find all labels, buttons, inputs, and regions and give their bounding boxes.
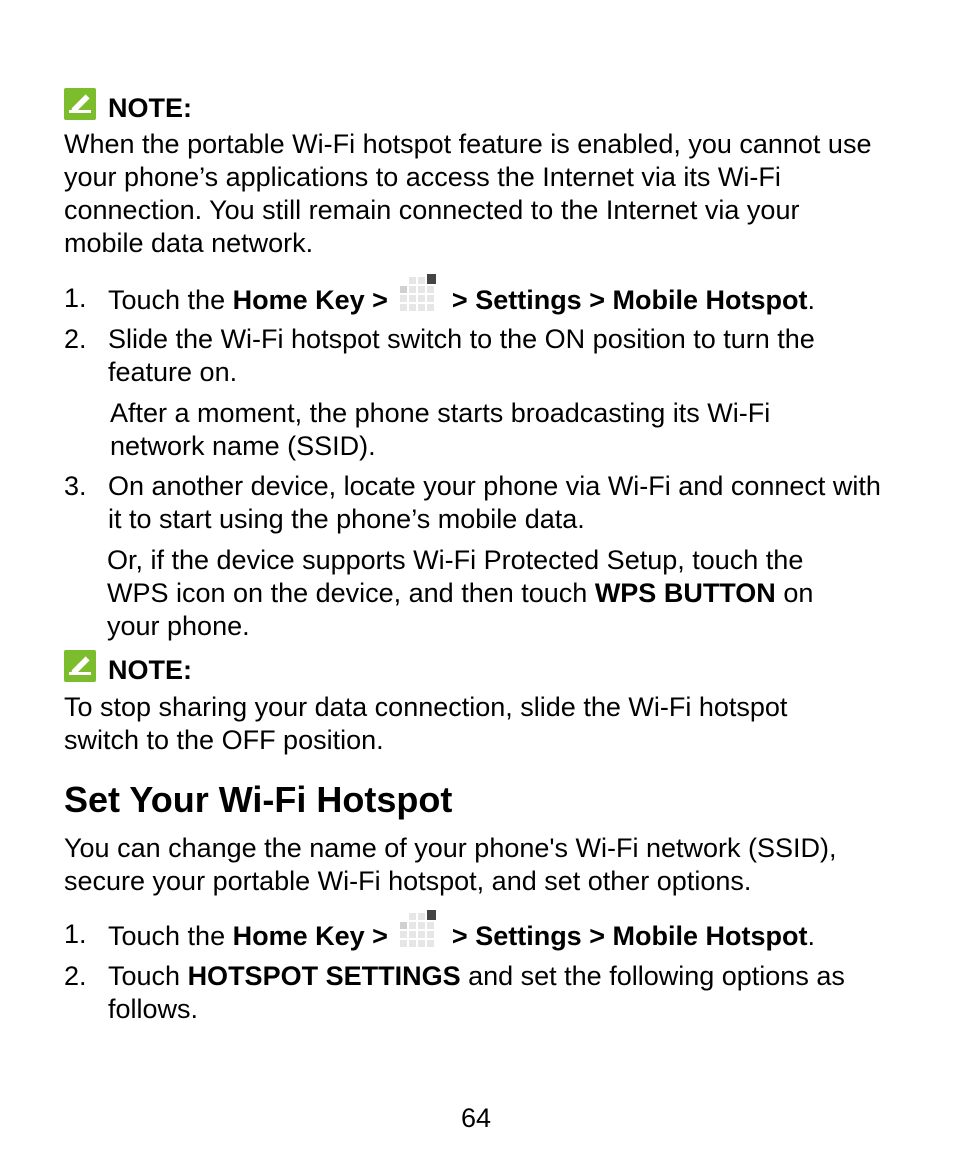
settings-path: > Settings > Mobile Hotspot bbox=[451, 285, 808, 316]
step-text-post: . bbox=[807, 921, 815, 952]
note-text: When the portable Wi-Fi hotspot feature is enabled, you cannot use your phone’s applications to access the Internet via its Wi-Fi connection. You still remain connected to the Internet via your mobile data network. bbox=[64, 129, 872, 258]
step-number: 2. bbox=[64, 961, 87, 991]
wps-button-label: WPS BUTTON bbox=[594, 578, 776, 608]
apps-grid-icon bbox=[398, 908, 438, 948]
settings-path: > Settings > Mobile Hotspot bbox=[451, 921, 808, 952]
step-text-pre: Touch the bbox=[108, 921, 233, 952]
step-number: 1. bbox=[64, 919, 87, 949]
note-label: NOTE: bbox=[108, 655, 192, 685]
step-text bbox=[108, 918, 908, 958]
hotspot-settings-label: HOTSPOT SETTINGS bbox=[187, 961, 461, 991]
step-subtext-post: on your phone. bbox=[107, 578, 814, 641]
step-text: Slide the Wi-Fi hotspot switch to the ON position to turn the feature on. bbox=[108, 324, 815, 387]
step-text-post: . bbox=[807, 285, 815, 316]
home-key-label: Home Key > bbox=[232, 285, 388, 316]
section-heading: Set Your Wi-Fi Hotspot bbox=[64, 779, 453, 820]
note-label: NOTE: bbox=[108, 93, 192, 123]
apps-grid-icon bbox=[398, 272, 438, 312]
step-subtext bbox=[107, 544, 867, 643]
step-text-pre: Touch the bbox=[108, 285, 233, 316]
step-subtext: After a moment, the phone starts broadcasting its Wi-Fi network name (SSID). bbox=[110, 398, 771, 461]
step-number: 1. bbox=[64, 283, 87, 313]
step-text bbox=[108, 960, 868, 1026]
step-subtext-pre: Or, if the device supports Wi-Fi Protected Setup, touch the WPS icon on the device, and then touch bbox=[107, 545, 804, 608]
pencil-note-icon bbox=[64, 88, 96, 120]
step-number: 3. bbox=[64, 471, 87, 501]
section-intro: You can change the name of your phone's Wi-Fi network (SSID), secure your portable Wi-Fi hotspot, and set other options. bbox=[64, 833, 837, 896]
step-text-post: and set the following options as follows. bbox=[108, 961, 845, 1024]
step-text-pre: Touch bbox=[108, 961, 188, 991]
note-text: To stop sharing your data connection, slide the Wi-Fi hotspot switch to the OFF position. bbox=[64, 692, 788, 755]
step-text: On another device, locate your phone via Wi-Fi and connect with it to start using the phone’s mobile data. bbox=[108, 471, 881, 534]
home-key-label: Home Key > bbox=[232, 921, 388, 952]
page-number: 64 bbox=[460, 1103, 492, 1133]
step-number: 2. bbox=[64, 324, 87, 354]
step-text bbox=[108, 282, 908, 322]
pencil-note-icon bbox=[64, 650, 96, 682]
